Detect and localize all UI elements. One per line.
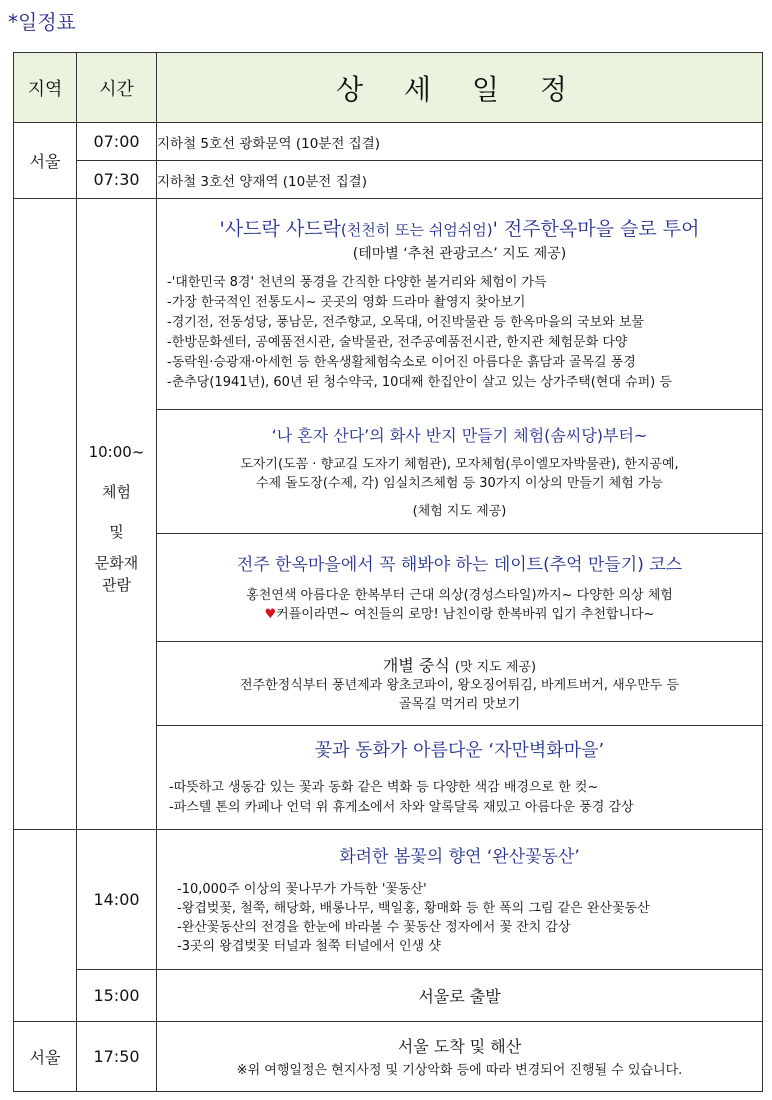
header-region: 지역 [14,53,77,123]
list-item: -한방문화센터, 공예품전시관, 술박물관, 전주공예품전시관, 한지관 체험문화 다양 [167,334,628,350]
block-title [157,653,762,676]
table-row [14,199,763,410]
region-cell-empty [14,830,77,1022]
region-cell-empty [14,199,77,830]
lunch-block [157,642,763,726]
time-line: 및 [109,523,124,541]
time-cell [77,199,157,830]
list-item: -가장 한국적인 전통도시~ 곳곳의 영화 드라마 촬영지 찾아보기 [167,294,526,310]
time-cell: 15:00 [77,970,157,1022]
list-item: -10,000주 이상의 꽃나무가 가득한 '꽃동산' [177,881,427,897]
title-part: '사드락 사드락 [219,217,341,240]
header-time: 시간 [77,53,157,123]
table-row [14,970,763,1022]
block-title: 화려한 봄꽃의 향연 ‘완산꽃동산’ [339,846,580,867]
time-line: 문화재 [94,554,139,572]
title-part: ' 전주한옥마을 슬로 투어 [492,217,700,240]
flower-hill-block [157,830,763,970]
block-line-text: 커플이라면~ 여친들의 로망! 남친이랑 한복바꿔 입기 추천합니다~ [276,606,655,622]
heart-icon: ♥ [264,606,277,622]
title-note: (맛 지도 제공) [454,660,537,675]
page-title: *일정표 [8,10,76,34]
table-row [14,123,763,161]
block-line: 홍천연색 아름다운 한복부터 근대 의상(경성스타일)까지~ 다양한 의상 체험 [246,587,673,603]
mural-village-block [157,726,763,830]
table-row [14,1022,763,1092]
block-title: 서울 도착 및 해산 [397,1036,522,1056]
table-row [14,830,763,970]
list-item: -춘추당(1941년), 60년 된 청수약국, 10대째 한집안이 살고 있는 상가주택(현대 슈퍼) 등 [167,374,672,390]
block-title: 전주 한옥마을에서 꼭 해봐야 하는 데이트(추억 만들기) 코스 [236,554,683,575]
region-cell: 서울 [14,123,77,199]
meeting-point: 지하철 3호선 양재역 (10분전 집결) [157,161,763,199]
ring-workshop-block [157,410,763,534]
time-cell: 14:00 [77,830,157,970]
itinerary-table [13,52,763,1092]
block-note: (체험 지도 제공) [412,503,507,519]
list-item: -왕겹벚꽃, 철쭉, 해당화, 배롱나무, 백일홍, 황매화 등 한 폭의 그림 같은 완산꽃동산 [177,900,650,916]
title-part: (천천히 또는 쉬엄쉬엄) [340,220,493,239]
header-row [14,53,763,123]
title-text: 개별 중식 [382,656,450,675]
block-line: 전주한정식부터 풍년제과 왕초코파이, 왕오징어튀김, 바게트버거, 새우만두 등 [239,678,680,693]
list-item: -경기전, 전동성당, 풍남문, 전주향교, 오목대, 어진박물관 등 한옥마을의 국보와 보물 [167,314,644,330]
list-item: -'대한민국 8경' 천년의 풍경을 간직한 다양한 볼거리와 체험이 가득 [167,274,547,290]
bullet-list [157,273,762,393]
time-line: 체험 [102,483,131,501]
block-line [157,605,762,624]
header-detail: 상 세 일 정 [157,53,763,123]
arrival-block [157,1022,763,1092]
slow-tour-block [157,199,763,410]
block-title: ‘나 혼자 산다’의 화사 반지 만들기 체험(솜씨당)부터~ [271,425,648,445]
date-course-block [157,534,763,642]
list-item: -동락원·승광재·아세헌 등 한옥생활체험숙소로 이어진 아름다운 흙담과 골목길 풍경 [167,354,636,370]
block-subtitle: (테마별 ‘추천 관광코스’ 지도 제공) [352,245,567,262]
bullet-list [157,880,762,956]
time-cell: 07:30 [77,161,157,199]
time-line: 10:00~ [88,443,145,461]
time-line: 관람 [102,576,131,594]
block-title: 꽃과 동화가 아름다운 ‘자만벽화마을’ [314,739,605,761]
region-cell: 서울 [14,1022,77,1092]
bullet-list [157,778,762,818]
block-line: 도자기(도꼼 · 향교길 도자기 체험관), 모자체험(루이엘모자박물관), 한지공예, [240,456,679,472]
meeting-point: 지하철 5호선 광화문역 (10분전 집결) [157,123,763,161]
itinerary-note: ※위 여행일정은 현지사정 및 기상악화 등에 따라 변경되어 진행될 수 있습니다. [236,1062,683,1078]
time-cell: 17:50 [77,1022,157,1092]
block-line: 수제 돌도장(수제, 각) 임실치즈체험 등 30가지 이상의 만들기 체험 가능 [255,475,664,491]
list-item: -파스텔 톤의 카페나 언덕 위 휴게소에서 차와 알록달록 재밌고 아름다운 풍경 감상 [169,799,634,815]
table-row [14,161,763,199]
block-title [157,216,762,243]
list-item: -완산꽃동산의 전경을 한눈에 바라볼 수 꽃동산 정자에서 꽃 잔치 감상 [177,919,571,935]
departure-text: 서울로 출발 [157,970,763,1022]
list-item: -3곳의 왕겹벚꽃 터널과 철쭉 터널에서 인생 샷 [177,938,441,954]
block-line: 골목길 먹거리 맛보기 [398,697,521,712]
time-cell: 07:00 [77,123,157,161]
list-item: -따뜻하고 생동감 있는 꽃과 동화 같은 벽화 등 다양한 색감 배경으로 한 컷~ [169,779,599,795]
